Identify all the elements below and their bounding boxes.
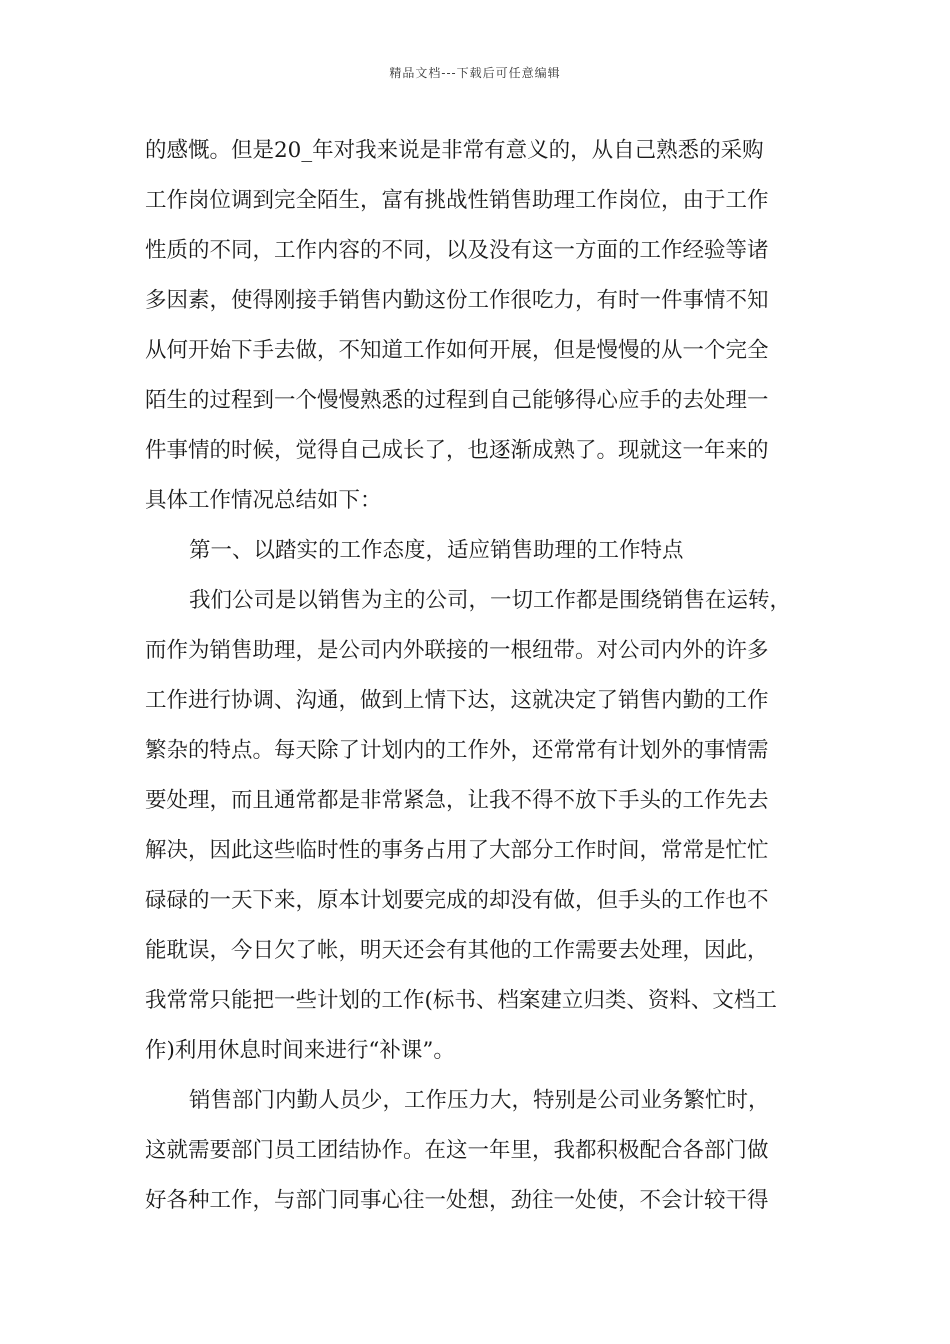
- text-line: 繁杂的特点。每天除了计划内的工作外，还常常有计划外的事情需: [145, 738, 769, 763]
- paragraph-first-line: 我们公司是以销售为主的公司，一切工作都是围绕销售在运转，: [189, 588, 792, 613]
- section-heading: 第一、以踏实的工作态度，适应销售助理的工作特点: [189, 538, 684, 563]
- text-line: 能耽误，今日欠了帐，明天还会有其他的工作需要去处理，因此，: [145, 938, 769, 963]
- text-line: 我常常只能把一些计划的工作(标书、档案建立归类、资料、文档工: [145, 988, 777, 1013]
- text-line: 这就需要部门员工团结协作。在这一年里，我都积极配合各部门做: [145, 1138, 769, 1163]
- text-line: 好各种工作，与部门同事心往一处想，劲往一处使，不会计较干得: [145, 1188, 769, 1213]
- text-line: 陌生的过程到一个慢慢熟悉的过程到自己能够得心应手的去处理一: [145, 388, 769, 413]
- text-line: 要处理，而且通常都是非常紧急，让我不得不放下手头的工作先去: [145, 788, 769, 813]
- text-line: 多因素，使得刚接手销售内勤这份工作很吃力，有时一件事情不知: [145, 288, 769, 313]
- text-line: 从何开始下手去做，不知道工作如何开展，但是慢慢的从一个完全: [145, 338, 769, 363]
- text-line: 而作为销售助理，是公司内外联接的一根纽带。对公司内外的许多: [145, 638, 769, 663]
- text-line: 具体工作情况总结如下：: [145, 488, 382, 513]
- text-line: 工作岗位调到完全陌生，富有挑战性销售助理工作岗位，由于工作: [145, 188, 769, 213]
- text-line: 工作进行协调、沟通，做到上情下达，这就决定了销售内勤的工作: [145, 688, 769, 713]
- text-line: 的感慨。但是20_年对我来说是非常有意义的，从自己熟悉的采购: [145, 138, 764, 163]
- text-line: 碌碌的一天下来，原本计划要完成的却没有做，但手头的工作也不: [145, 888, 769, 913]
- text-line: 性质的不同，工作内容的不同，以及没有这一方面的工作经验等诸: [145, 238, 769, 263]
- text-line: 件事情的时候，觉得自己成长了，也逐渐成熟了。现就这一年来的: [145, 438, 769, 463]
- page-header: 精品文档---下载后可任意编辑: [389, 66, 561, 80]
- document-body: [145, 126, 813, 1226]
- paragraph-first-line: 销售部门内勤人员少，工作压力大，特别是公司业务繁忙时，: [189, 1088, 770, 1113]
- text-line: 解决，因此这些临时性的事务占用了大部分工作时间，常常是忙忙: [145, 838, 769, 863]
- text-line: 作)利用休息时间来进行“补课”。: [145, 1038, 455, 1063]
